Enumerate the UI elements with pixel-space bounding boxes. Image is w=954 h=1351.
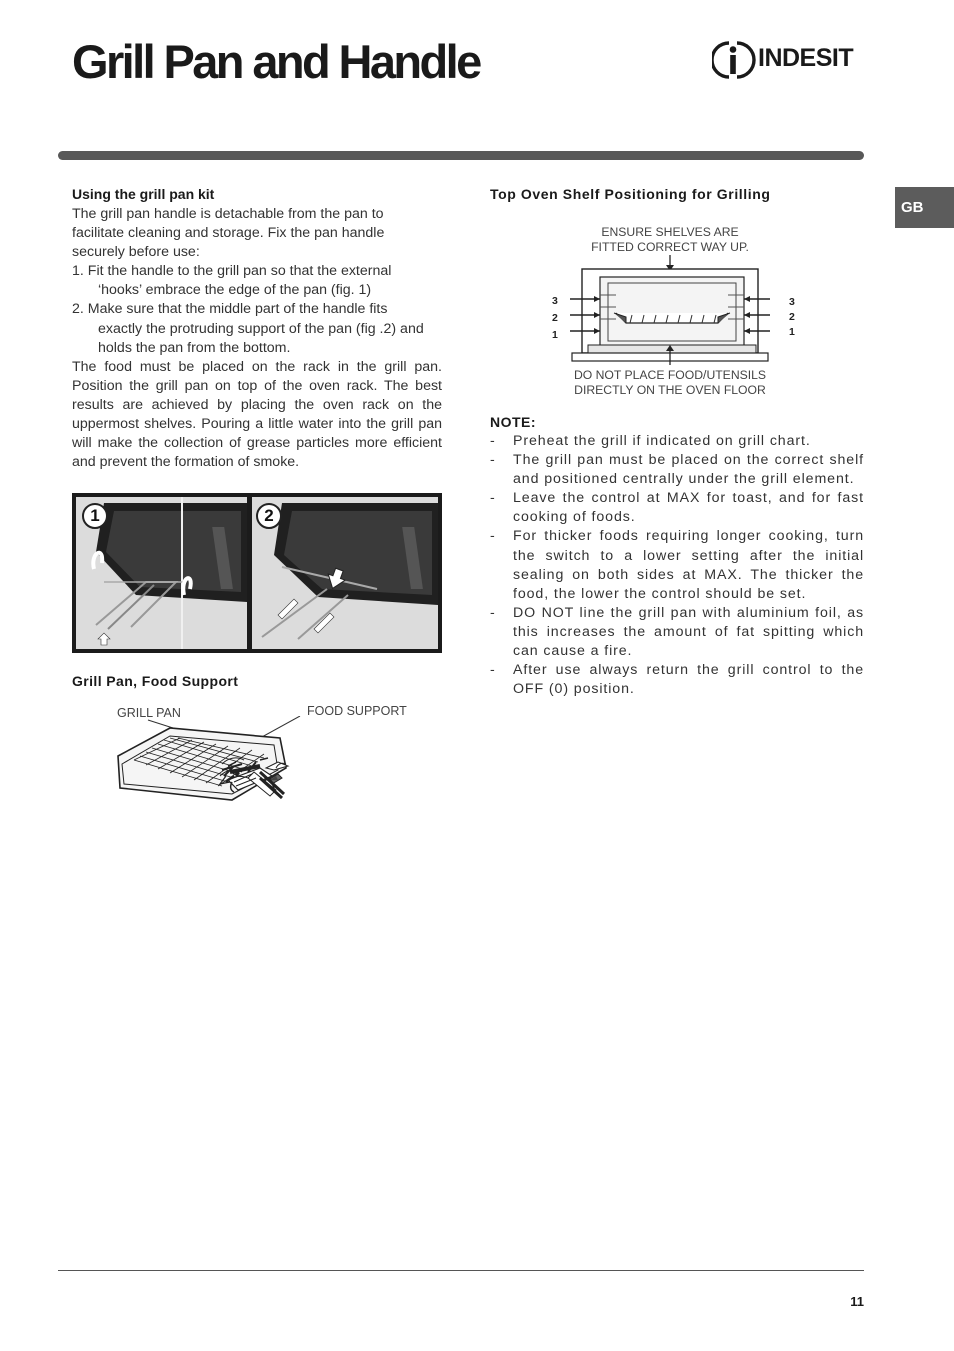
language-tab: GB bbox=[895, 187, 954, 228]
note-text: Preheat the grill if indicated on grill chart. bbox=[513, 433, 811, 449]
note-text: For thicker foods requiring longer cooking, turn the switch to a lower setting after the initial sealing on both sides at MAX. The thicker the food, the lower the control should be set. bbox=[513, 528, 864, 602]
footer-divider bbox=[58, 1270, 864, 1271]
note-text: The grill pan must be placed on the correct shelf and positioned centrally under the grill element. bbox=[513, 452, 864, 488]
page-number: 11 bbox=[850, 1294, 864, 1309]
note-item: - The grill pan must be placed on the correct shelf and positioned centrally under the grill element. bbox=[490, 451, 864, 489]
caption-bottom-line-1: DO NOT PLACE FOOD/UTENSILS bbox=[573, 368, 767, 382]
note-item: - DO NOT line the grill pan with aluminium foil, as this increases the amount of fat spitting which can cause a fire. bbox=[490, 604, 864, 661]
intro-line-3: securely before use: bbox=[72, 244, 200, 261]
shelf-number-left-1: 1 bbox=[552, 329, 558, 341]
page-title: Grill Pan and Handle bbox=[72, 35, 480, 88]
figure-2-photo bbox=[252, 497, 438, 649]
intro-line-1: The grill pan handle is detachable from the pan to bbox=[72, 206, 384, 222]
oven-caption-top bbox=[550, 225, 790, 255]
caption-bottom-line-2: DIRECTLY ON THE OVEN FLOOR bbox=[574, 383, 766, 397]
section-heading-shelf-positioning: Top Oven Shelf Positioning for Grilling bbox=[490, 186, 771, 202]
shelf-number-right-2: 2 bbox=[789, 311, 795, 323]
oven-caption-bottom bbox=[550, 368, 790, 398]
caption-top-line-1: ENSURE SHELVES ARE bbox=[601, 225, 739, 239]
header-divider bbox=[58, 151, 864, 160]
notes-list bbox=[490, 432, 864, 699]
note-text: Leave the control at MAX for toast, and for fast cooking of foods. bbox=[513, 490, 864, 526]
caption-top-line-2: FITTED CORRECT WAY UP. bbox=[591, 240, 749, 254]
shelf-number-left-3: 3 bbox=[552, 295, 558, 307]
brand-logo bbox=[712, 38, 866, 82]
food-paragraph: The food must be placed on the rack in the grill pan. Position the grill pan on top of the oven rack. The best results are achieved by placing the oven rack on the uppermost shelves. Pouring a little water into the grill pan will make the collection of grease particles more efficient and prevent the formation of smoke. bbox=[72, 358, 442, 471]
step-1: 1. Fit the handle to the grill pan so that the external ‘hooks’ embrace the edge of the pan (fig. 1) bbox=[72, 263, 392, 299]
indesit-logo-icon bbox=[712, 38, 756, 82]
figure-1-photo bbox=[76, 497, 247, 649]
note-heading: NOTE: bbox=[490, 414, 537, 430]
note-item: - Preheat the grill if indicated on grill chart. bbox=[490, 432, 864, 451]
shelf-number-left-2: 2 bbox=[552, 312, 558, 324]
note-item: - Leave the control at MAX for toast, and for fast cooking of foods. bbox=[490, 489, 864, 527]
figure-1-badge: 1 bbox=[82, 503, 108, 529]
grill-pan-diagram bbox=[110, 716, 420, 806]
left-column bbox=[72, 186, 444, 472]
section-heading-grill-pan-kit: Using the grill pan kit bbox=[72, 186, 215, 202]
intro-line-2: facilitate cleaning and storage. Fix the pan handle bbox=[72, 225, 385, 242]
label-grill-pan: GRILL PAN bbox=[117, 706, 181, 720]
shelf-number-right-3: 3 bbox=[789, 296, 795, 308]
step-2: 2. Make sure that the middle part of the handle fits exactly the protruding support of the pan (fig .2) and holds the pan from the bottom. bbox=[72, 301, 424, 356]
shelf-number-right-1: 1 bbox=[789, 326, 795, 338]
note-item: - After use always return the grill control to the OFF (0) position. bbox=[490, 661, 864, 699]
note-text: After use always return the grill control to the OFF (0) position. bbox=[513, 662, 864, 698]
shelf-numbers-right bbox=[789, 295, 795, 340]
note-item: - For thicker foods requiring longer cooking, turn the switch to a lower setting after the initial sealing on both sides at MAX. The thicker the food, the lower the control should be set. bbox=[490, 527, 864, 603]
brand-wordmark: INDESIT bbox=[758, 44, 854, 72]
handle-fitting-photos bbox=[72, 493, 442, 653]
oven-shelf-diagram bbox=[570, 255, 770, 365]
figure-2-badge: 2 bbox=[256, 503, 282, 529]
label-food-support: FOOD SUPPORT bbox=[307, 704, 407, 718]
shelf-numbers-left bbox=[552, 293, 558, 344]
note-text: DO NOT line the grill pan with aluminium foil, as this increases the amount of fat spitting which can cause a fire. bbox=[513, 604, 864, 660]
section-heading-food-support: Grill Pan, Food Support bbox=[72, 673, 239, 689]
